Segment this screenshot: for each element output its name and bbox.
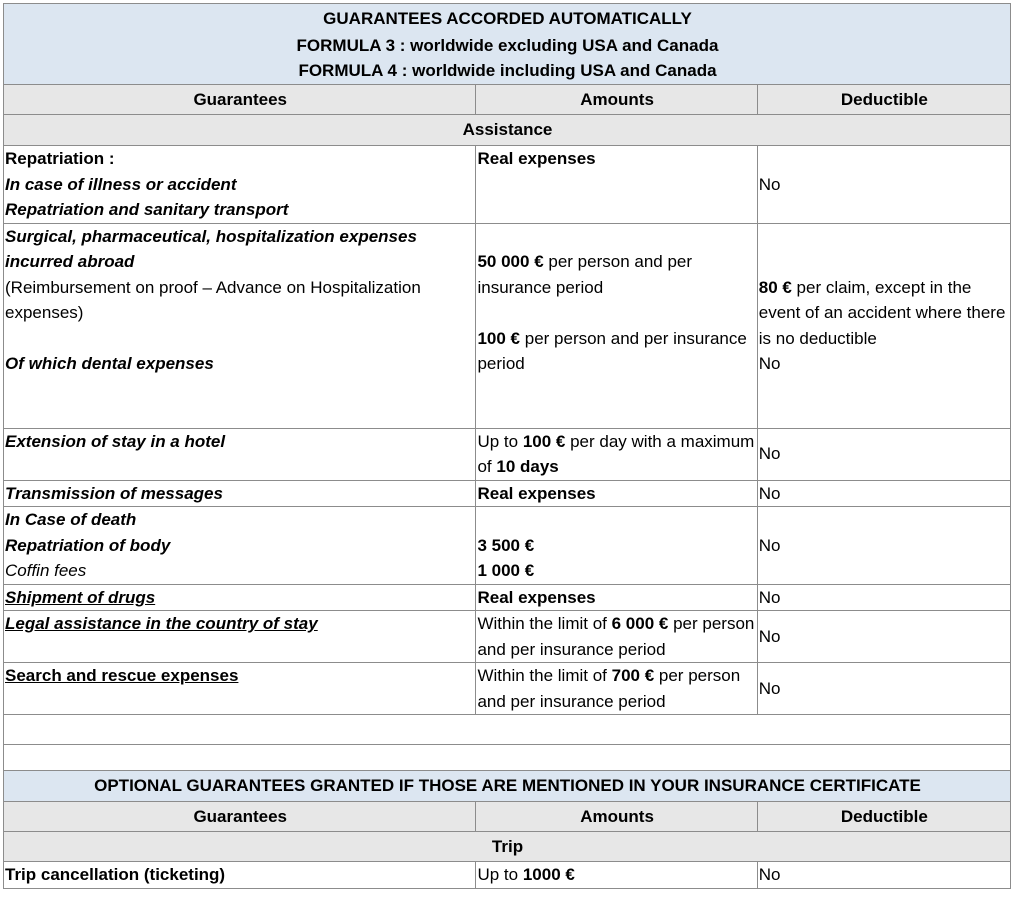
blank-row-2: [4, 745, 1011, 771]
trip-cancellation-amount: Up to 1000 €: [476, 862, 757, 889]
death-coffin-amount: 1 000 €: [477, 561, 535, 580]
medical-amount-text: 50 000 € per person and per insurance period: [477, 252, 693, 297]
death-coffin-label: Coffin fees: [5, 561, 87, 580]
row-medical-expenses: [4, 223, 1011, 428]
row-trip-cancellation: [4, 862, 1011, 889]
messages-guarantee: Transmission of messages: [4, 480, 476, 507]
search-amount: Within the limit of 700 € per person and per insurance period: [476, 663, 757, 715]
column-header-row: [4, 85, 1011, 115]
row-legal: [4, 611, 1011, 663]
medical-title-line-1: Surgical, pharmaceutical, hospitalization expenses: [5, 226, 417, 246]
formula-4-text: FORMULA 4 : worldwide including USA and Canada: [298, 61, 717, 80]
section-assistance-label: Assistance: [4, 115, 1011, 146]
row-drugs: [4, 584, 1011, 611]
trip-cancellation-guarantee: Trip cancellation (ticketing): [4, 862, 476, 889]
repatriation-deductible: No: [757, 146, 1010, 224]
main-header-row: [4, 4, 1011, 85]
optional-col-deductible: Deductible: [757, 802, 1010, 832]
dental-deductible: No: [758, 354, 781, 373]
col-header-amounts: Amounts: [476, 85, 757, 115]
row-repatriation: [4, 146, 1011, 224]
optional-col-guarantees: Guarantees: [4, 802, 476, 832]
repatriation-title: Repatriation :: [5, 149, 115, 168]
repatriation-amount: Real expenses: [476, 146, 757, 224]
hotel-amount: Up to 100 € per day with a maximum of 10 days: [476, 428, 757, 480]
col-header-guarantees: Guarantees: [4, 85, 476, 115]
death-title: In Case of death: [5, 510, 137, 529]
optional-header-row: [4, 771, 1011, 802]
optional-title: OPTIONAL GUARANTEES GRANTED IF THOSE ARE MENTIONED IN YOUR INSURANCE CERTIFICATE: [4, 771, 1011, 802]
medical-amount-value: 50 000 €: [477, 252, 544, 271]
medical-note: (Reimbursement on proof – Advance on Hospitalization expenses): [5, 277, 421, 322]
messages-amount: Real expenses: [476, 480, 757, 507]
death-guarantee: [4, 507, 476, 585]
blank-row-1: [4, 715, 1011, 745]
row-search: [4, 663, 1011, 715]
messages-deductible: No: [757, 480, 1010, 507]
section-assistance-row: [4, 115, 1011, 146]
row-death: [4, 507, 1011, 585]
main-title: GUARANTEES ACCORDED AUTOMATICALLY: [323, 9, 692, 28]
main-header-cell: [4, 4, 1011, 85]
legal-deductible: No: [757, 611, 1010, 663]
optional-column-header-row: [4, 802, 1011, 832]
formula-3-text: FORMULA 3 : worldwide excluding USA and Canada: [296, 36, 719, 55]
drugs-guarantee: Shipment of drugs: [4, 584, 476, 611]
death-amount: [476, 507, 757, 585]
dental-label: Of which dental expenses: [5, 354, 214, 373]
row-hotel: [4, 428, 1011, 480]
medical-deductible: [757, 223, 1010, 428]
repatriation-line-2: Repatriation and sanitary transport: [5, 200, 289, 219]
guarantees-table: [3, 3, 1011, 889]
medical-deductible-text: 80 € per claim, except in the event of an accident where there is no deductible: [758, 277, 1006, 348]
medical-title-line-2: incurred abroad: [5, 252, 135, 271]
dental-amount-text: 100 € per person and per insurance period: [477, 328, 747, 373]
legal-amount: Within the limit of 6 000 € per person and per insurance period: [476, 611, 757, 663]
drugs-deductible: No: [757, 584, 1010, 611]
search-deductible: No: [757, 663, 1010, 715]
optional-col-amounts: Amounts: [476, 802, 757, 832]
death-body-label: Repatriation of body: [5, 535, 171, 555]
medical-guarantee: [4, 223, 476, 428]
row-messages: [4, 480, 1011, 507]
trip-cancellation-deductible: No: [757, 862, 1010, 889]
death-body-amount: 3 500 €: [477, 535, 535, 555]
legal-guarantee: Legal assistance in the country of stay: [4, 611, 476, 663]
search-guarantee: Search and rescue expenses: [4, 663, 476, 715]
section-trip-row: [4, 832, 1011, 862]
col-header-deductible: Deductible: [757, 85, 1010, 115]
medical-amount: [476, 223, 757, 428]
dental-amount-value: 100 €: [477, 328, 521, 348]
hotel-deductible: No: [757, 428, 1010, 480]
medical-deductible-value: 80 €: [758, 277, 792, 297]
section-trip-label: Trip: [4, 832, 1011, 862]
repatriation-guarantee: [4, 146, 476, 224]
drugs-amount: Real expenses: [476, 584, 757, 611]
repatriation-line-1: In case of illness or accident: [5, 174, 237, 194]
death-deductible: No: [757, 507, 1010, 585]
hotel-guarantee: Extension of stay in a hotel: [4, 428, 476, 480]
